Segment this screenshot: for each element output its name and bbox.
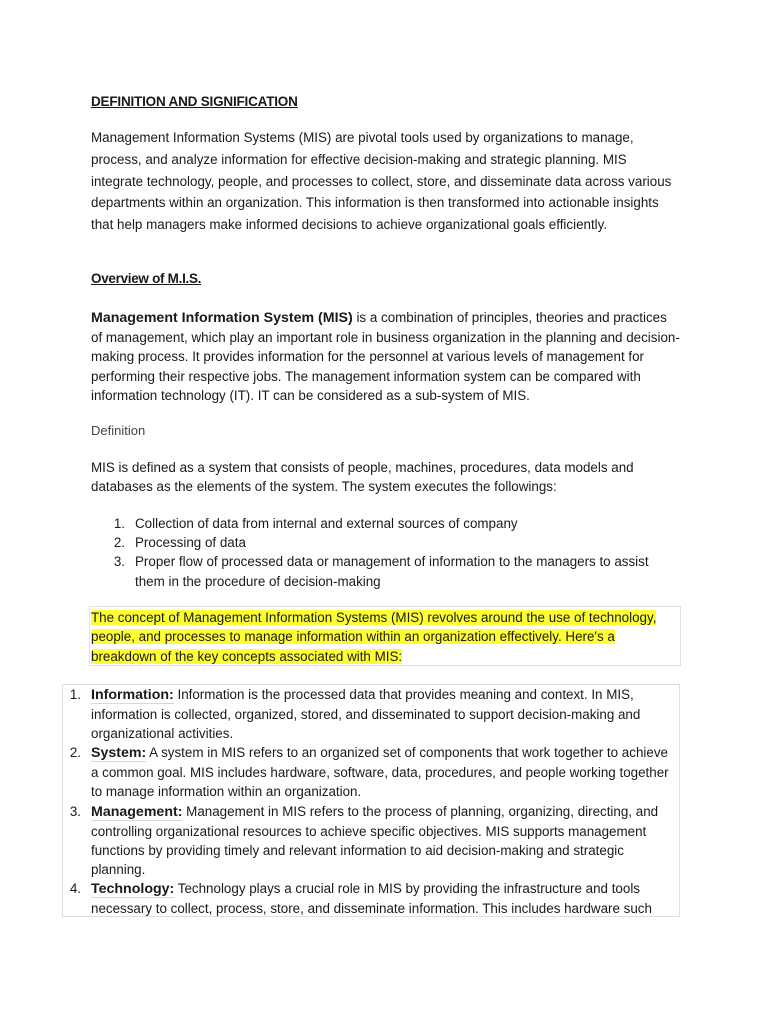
list-number: 2. bbox=[69, 745, 81, 761]
overview-text: is a combination of principles, theories and practices of management, which play an important role in business organization in the planning and decision-making process. It provides information for the personnel at various levels of management for performing their respective jobs. The management information system can be compared with information technology (IT). IT can be considered as a sub-system of MIS. bbox=[91, 310, 680, 403]
concept-item bbox=[69, 743, 671, 801]
concept-item bbox=[69, 802, 671, 879]
overview-heading: Overview of M.I.S. bbox=[91, 271, 202, 286]
list-number: 3. bbox=[113, 554, 125, 570]
list-number: 1. bbox=[113, 516, 125, 531]
definition-label: Definition bbox=[91, 423, 146, 438]
list-item-text: Processing of data bbox=[135, 535, 246, 551]
page-title: DEFINITION AND SIGNIFICATION bbox=[91, 94, 298, 109]
concepts-frame bbox=[62, 684, 680, 917]
overview-bold-term: Management Information System (MIS) bbox=[91, 310, 353, 326]
concepts-list bbox=[69, 685, 671, 917]
list-item-text: Proper flow of processed data or management of information to the managers to assist them in the procedure of decision-making bbox=[135, 554, 649, 589]
concept-item bbox=[69, 879, 671, 917]
list-item bbox=[113, 533, 681, 552]
concept-text: Management in MIS refers to the process of planning, organizing, directing, and controlling organizational resources to achieve specific objectives. MIS supports management functions by providing timely and relevant information to aid decision-making and strategic planning. bbox=[91, 803, 659, 877]
list-number: 4. bbox=[69, 880, 81, 896]
list-item-text: Collection of data from internal and external sources of company bbox=[135, 516, 518, 531]
highlight-paragraph bbox=[91, 608, 681, 666]
list-number: 1. bbox=[69, 687, 81, 702]
intro-paragraph: Management Information Systems (MIS) are pivotal tools used by organizations to manage, process, and analyze information for effective decision-making and strategic planning. MIS integrate technology, people, and processes to collect, store, and disseminate data across various departments within an organization. This information is then transformed into actionable insights that help managers make informed decisions to achieve organizational goals efficiently. bbox=[91, 130, 672, 233]
concept-text: A system in MIS refers to an organized set of components that work together to achieve a common goal. MIS includes hardware, software, data, procedures, and people working together to manage information within an organization. bbox=[91, 745, 669, 800]
concept-text: Technology plays a crucial role in MIS by providing the infrastructure and tools necessary to collect, process, store, and disseminate information. This includes hardware such bbox=[91, 880, 652, 917]
list-item bbox=[113, 514, 681, 533]
concept-text: Information is the processed data that provides meaning and context. In MIS, information is collected, organized, stored, and disseminated to support decision-making and organizational activities. bbox=[91, 687, 641, 742]
list-item bbox=[113, 552, 681, 590]
concept-item bbox=[69, 685, 671, 743]
concept-term: Management: bbox=[91, 803, 183, 820]
concept-term: System: bbox=[91, 745, 147, 762]
list-number: 3. bbox=[69, 803, 81, 819]
definition-paragraph: MIS is defined as a system that consists of people, machines, procedures, data models and databases as the elements of the system. The system executes the followings: bbox=[91, 460, 634, 495]
steps-list bbox=[113, 514, 681, 591]
list-number: 2. bbox=[113, 535, 125, 551]
concept-term: Technology: bbox=[91, 880, 175, 897]
overview-paragraph bbox=[91, 308, 681, 405]
highlighted-text: The concept of Management Information Systems (MIS) revolves around the use of technology, people, and processes to manage information within an organization effectively. Here's a breakdown of the key concepts associated with MIS: bbox=[91, 610, 657, 664]
concept-term: Information: bbox=[91, 687, 174, 703]
